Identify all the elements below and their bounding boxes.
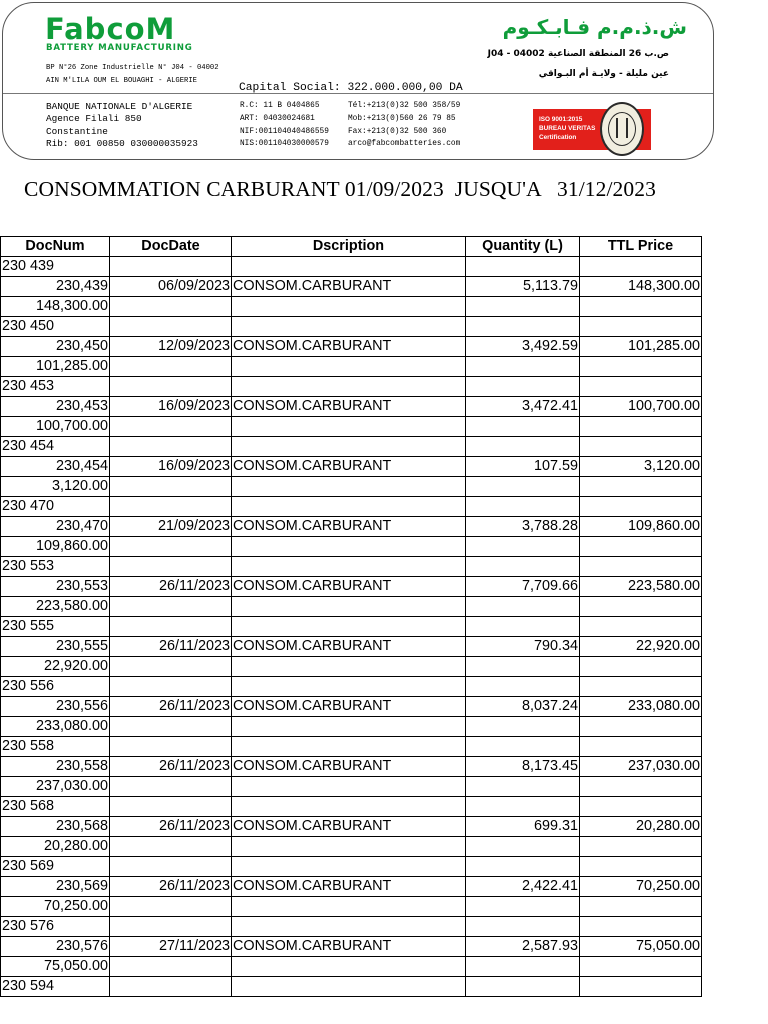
empty-cell [110, 797, 232, 817]
empty-cell [466, 777, 580, 797]
header-docdate: DocDate [110, 237, 232, 257]
doc-group-number: 230 558 [1, 737, 110, 757]
empty-cell [232, 717, 466, 737]
cell-description: CONSOM.CARBURANT [232, 817, 466, 837]
empty-cell [110, 977, 232, 997]
company-logo: FabcoM [45, 12, 176, 46]
letterhead-divider [3, 93, 713, 94]
empty-cell [232, 357, 466, 377]
doc-group-number: 230 450 [1, 317, 110, 337]
cell-docdate: 16/09/2023 [110, 397, 232, 417]
empty-cell [580, 317, 702, 337]
cell-docdate: 16/09/2023 [110, 457, 232, 477]
empty-cell [232, 797, 466, 817]
cell-docnum: 230,439 [1, 277, 110, 297]
empty-cell [580, 797, 702, 817]
table-row [1, 457, 702, 477]
table-row [1, 817, 702, 837]
doc-group-number: 230 576 [1, 917, 110, 937]
doc-group-number: 230 439 [1, 257, 110, 277]
empty-cell [580, 777, 702, 797]
empty-cell [110, 717, 232, 737]
empty-cell [580, 837, 702, 857]
empty-cell [466, 917, 580, 937]
empty-cell [466, 957, 580, 977]
empty-cell [580, 597, 702, 617]
cell-subtotal: 237,030.00 [1, 777, 110, 797]
cell-description: CONSOM.CARBURANT [232, 937, 466, 957]
bank-line: BANQUE NATIONALE D'ALGERIE [46, 101, 193, 112]
contact-line: arco@fabcombatteries.com [348, 140, 461, 149]
empty-cell [110, 557, 232, 577]
cell-subtotal: 22,920.00 [1, 657, 110, 677]
subtotal-row [1, 477, 702, 497]
empty-cell [580, 437, 702, 457]
table-row [1, 277, 702, 297]
subtotal-row [1, 297, 702, 317]
cell-description: CONSOM.CARBURANT [232, 457, 466, 477]
bank-line: Rib: 001 00850 030000035923 [46, 137, 198, 149]
registration-line: ART: 04030024681 [240, 114, 315, 123]
arabic-address-line-2: عين مليلة - ولايـة أم البـواقي [538, 69, 669, 79]
cell-docdate: 26/11/2023 [110, 877, 232, 897]
cell-description: CONSOM.CARBURANT [232, 877, 466, 897]
cell-description: CONSOM.CARBURANT [232, 397, 466, 417]
empty-cell [232, 837, 466, 857]
table-body [1, 257, 702, 997]
empty-cell [110, 357, 232, 377]
registration-info [240, 100, 329, 151]
empty-cell [232, 377, 466, 397]
empty-cell [110, 857, 232, 877]
empty-cell [580, 657, 702, 677]
cell-docdate: 26/11/2023 [110, 697, 232, 717]
cell-quantity: 790.34 [466, 637, 580, 657]
empty-cell [466, 657, 580, 677]
doc-group-row [1, 317, 702, 337]
empty-cell [466, 557, 580, 577]
doc-group-row [1, 377, 702, 397]
contact-line: Mob:+213(0)560 26 79 85 [348, 114, 456, 123]
cell-ttl-price: 100,700.00 [580, 397, 702, 417]
bureau-veritas-seal-icon [600, 102, 644, 156]
empty-cell [232, 317, 466, 337]
empty-cell [110, 737, 232, 757]
bank-info [46, 101, 198, 150]
cell-quantity: 7,709.66 [466, 577, 580, 597]
cell-subtotal: 3,120.00 [1, 477, 110, 497]
cell-docnum: 230,555 [1, 637, 110, 657]
empty-cell [466, 437, 580, 457]
address-line-2: AIN M'LILA OUM EL BOUAGHI - ALGERIE [46, 77, 197, 85]
empty-cell [232, 597, 466, 617]
cell-docnum: 230,569 [1, 877, 110, 897]
table-row [1, 577, 702, 597]
doc-group-number: 230 453 [1, 377, 110, 397]
doc-group-row [1, 437, 702, 457]
doc-group-number: 230 555 [1, 617, 110, 637]
empty-cell [580, 737, 702, 757]
empty-cell [232, 557, 466, 577]
registration-line: R.C: 11 B 0404865 [240, 102, 320, 110]
empty-cell [232, 737, 466, 757]
empty-cell [466, 297, 580, 317]
empty-cell [110, 677, 232, 697]
empty-cell [232, 537, 466, 557]
table-row [1, 397, 702, 417]
doc-group-number: 230 569 [1, 857, 110, 877]
empty-cell [580, 557, 702, 577]
empty-cell [232, 897, 466, 917]
cell-docnum: 230,453 [1, 397, 110, 417]
empty-cell [580, 617, 702, 637]
empty-cell [110, 497, 232, 517]
cell-docnum: 230,576 [1, 937, 110, 957]
cell-description: CONSOM.CARBURANT [232, 577, 466, 597]
empty-cell [580, 917, 702, 937]
address-line-1: BP N°26 Zone Industrielle N° J04 - 04002 [46, 64, 219, 72]
cell-ttl-price: 237,030.00 [580, 757, 702, 777]
iso-line: Certification [539, 134, 577, 141]
empty-cell [110, 657, 232, 677]
capital-social: Capital Social: 322.000.000,00 DA [239, 82, 463, 94]
empty-cell [466, 677, 580, 697]
empty-cell [580, 497, 702, 517]
cell-description: CONSOM.CARBURANT [232, 757, 466, 777]
empty-cell [466, 597, 580, 617]
table-row [1, 517, 702, 537]
empty-cell [232, 417, 466, 437]
iso-line: BUREAU VERITAS [539, 125, 596, 132]
cell-ttl-price: 3,120.00 [580, 457, 702, 477]
table-row [1, 757, 702, 777]
empty-cell [466, 617, 580, 637]
cell-ttl-price: 223,580.00 [580, 577, 702, 597]
empty-cell [580, 857, 702, 877]
header-quantity: Quantity (L) [466, 237, 580, 257]
empty-cell [466, 377, 580, 397]
doc-group-row [1, 557, 702, 577]
registration-line: NIS:001104030000579 [240, 140, 329, 149]
cell-quantity: 8,173.45 [466, 757, 580, 777]
doc-group-row [1, 857, 702, 877]
cell-docnum: 230,556 [1, 697, 110, 717]
cell-description: CONSOM.CARBURANT [232, 277, 466, 297]
empty-cell [110, 297, 232, 317]
empty-cell [580, 377, 702, 397]
empty-cell [232, 657, 466, 677]
cell-ttl-price: 75,050.00 [580, 937, 702, 957]
empty-cell [580, 357, 702, 377]
table-row [1, 937, 702, 957]
subtotal-row [1, 417, 702, 437]
empty-cell [580, 717, 702, 737]
empty-cell [580, 477, 702, 497]
empty-cell [466, 977, 580, 997]
cell-subtotal: 148,300.00 [1, 297, 110, 317]
fuel-consumption-table [0, 236, 702, 997]
cell-docdate: 06/09/2023 [110, 277, 232, 297]
empty-cell [466, 317, 580, 337]
table-row [1, 697, 702, 717]
empty-cell [466, 537, 580, 557]
empty-cell [110, 957, 232, 977]
cell-description: CONSOM.CARBURANT [232, 337, 466, 357]
doc-group-row [1, 797, 702, 817]
empty-cell [580, 677, 702, 697]
empty-cell [110, 437, 232, 457]
table-row [1, 877, 702, 897]
subtotal-row [1, 897, 702, 917]
cell-subtotal: 75,050.00 [1, 957, 110, 977]
subtotal-row [1, 537, 702, 557]
empty-cell [466, 857, 580, 877]
empty-cell [466, 497, 580, 517]
cell-docdate: 21/09/2023 [110, 517, 232, 537]
empty-cell [580, 957, 702, 977]
cell-docnum: 230,454 [1, 457, 110, 477]
empty-cell [580, 417, 702, 437]
cell-quantity: 699.31 [466, 817, 580, 837]
document-title: CONSOMMATION CARBURANT 01/09/2023 JUSQU'A 31/12/2023 [24, 177, 656, 201]
cell-subtotal: 223,580.00 [1, 597, 110, 617]
doc-group-row [1, 677, 702, 697]
cell-quantity: 5,113.79 [466, 277, 580, 297]
cell-quantity: 2,422.41 [466, 877, 580, 897]
doc-group-number: 230 454 [1, 437, 110, 457]
cell-subtotal: 101,285.00 [1, 357, 110, 377]
empty-cell [110, 537, 232, 557]
empty-cell [466, 357, 580, 377]
cell-subtotal: 233,080.00 [1, 717, 110, 737]
doc-group-number: 230 568 [1, 797, 110, 817]
cell-ttl-price: 20,280.00 [580, 817, 702, 837]
empty-cell [232, 617, 466, 637]
empty-cell [110, 477, 232, 497]
cell-ttl-price: 70,250.00 [580, 877, 702, 897]
contact-info [348, 100, 460, 151]
empty-cell [232, 437, 466, 457]
cell-docnum: 230,558 [1, 757, 110, 777]
subtotal-row [1, 777, 702, 797]
subtotal-row [1, 837, 702, 857]
arabic-address-line-1: ص.ب 26 المنطقة الصناعية J04 - 04002 [487, 49, 669, 59]
bank-line: Agence Filali 850 [46, 113, 142, 125]
cell-quantity: 8,037.24 [466, 697, 580, 717]
cell-subtotal: 109,860.00 [1, 537, 110, 557]
cell-docdate: 26/11/2023 [110, 817, 232, 837]
empty-cell [232, 977, 466, 997]
logo-subtitle: BATTERY MANUFACTURING [46, 43, 193, 53]
empty-cell [466, 897, 580, 917]
empty-cell [466, 477, 580, 497]
cell-quantity: 3,492.59 [466, 337, 580, 357]
cell-description: CONSOM.CARBURANT [232, 637, 466, 657]
cell-description: CONSOM.CARBURANT [232, 697, 466, 717]
header-description: Dscription [232, 237, 466, 257]
empty-cell [466, 717, 580, 737]
empty-cell [580, 897, 702, 917]
empty-cell [110, 597, 232, 617]
subtotal-row [1, 357, 702, 377]
header-ttl-price: TTL Price [580, 237, 702, 257]
empty-cell [110, 897, 232, 917]
empty-cell [232, 677, 466, 697]
cell-ttl-price: 148,300.00 [580, 277, 702, 297]
contact-line: Fax:+213(0)32 500 360 [348, 127, 447, 136]
empty-cell [466, 837, 580, 857]
doc-group-row [1, 977, 702, 997]
empty-cell [110, 257, 232, 277]
doc-group-row [1, 737, 702, 757]
empty-cell [580, 257, 702, 277]
empty-cell [232, 257, 466, 277]
doc-group-number: 230 594 [1, 977, 110, 997]
cell-docdate: 26/11/2023 [110, 637, 232, 657]
empty-cell [110, 917, 232, 937]
cell-quantity: 3,788.28 [466, 517, 580, 537]
cell-ttl-price: 101,285.00 [580, 337, 702, 357]
cell-quantity: 3,472.41 [466, 397, 580, 417]
empty-cell [232, 957, 466, 977]
empty-cell [466, 417, 580, 437]
cell-quantity: 107.59 [466, 457, 580, 477]
cell-docnum: 230,450 [1, 337, 110, 357]
cell-docdate: 27/11/2023 [110, 937, 232, 957]
cell-docnum: 230,470 [1, 517, 110, 537]
cell-ttl-price: 109,860.00 [580, 517, 702, 537]
letterhead [2, 2, 714, 160]
empty-cell [466, 797, 580, 817]
doc-group-row [1, 497, 702, 517]
subtotal-row [1, 657, 702, 677]
empty-cell [110, 617, 232, 637]
cell-docnum: 230,568 [1, 817, 110, 837]
doc-group-number: 230 553 [1, 557, 110, 577]
empty-cell [110, 417, 232, 437]
empty-cell [232, 917, 466, 937]
doc-group-row [1, 917, 702, 937]
table-header-row [1, 237, 702, 257]
empty-cell [110, 777, 232, 797]
cell-subtotal: 20,280.00 [1, 837, 110, 857]
empty-cell [232, 297, 466, 317]
subtotal-row [1, 717, 702, 737]
header-docnum: DocNum [1, 237, 110, 257]
empty-cell [232, 857, 466, 877]
contact-line: Tél:+213(0)32 500 358/59 [348, 102, 461, 110]
empty-cell [466, 257, 580, 277]
subtotal-row [1, 597, 702, 617]
doc-group-number: 230 470 [1, 497, 110, 517]
arabic-company-name: ش.ذ.م.م فـابـكـوم [502, 15, 687, 39]
registration-line: NIF:001104040486559 [240, 127, 329, 136]
cell-docdate: 12/09/2023 [110, 337, 232, 357]
cell-docnum: 230,553 [1, 577, 110, 597]
empty-cell [232, 777, 466, 797]
empty-cell [110, 317, 232, 337]
cell-description: CONSOM.CARBURANT [232, 517, 466, 537]
cell-docdate: 26/11/2023 [110, 757, 232, 777]
cell-subtotal: 100,700.00 [1, 417, 110, 437]
empty-cell [580, 977, 702, 997]
bank-line: Constantine [46, 125, 108, 137]
cell-subtotal: 70,250.00 [1, 897, 110, 917]
iso-line: ISO 9001:2015 [539, 116, 583, 123]
empty-cell [580, 297, 702, 317]
empty-cell [110, 377, 232, 397]
table-row [1, 637, 702, 657]
empty-cell [110, 837, 232, 857]
cell-ttl-price: 233,080.00 [580, 697, 702, 717]
cell-ttl-price: 22,920.00 [580, 637, 702, 657]
empty-cell [232, 497, 466, 517]
cell-docdate: 26/11/2023 [110, 577, 232, 597]
empty-cell [232, 477, 466, 497]
doc-group-row [1, 257, 702, 277]
table-row [1, 337, 702, 357]
cell-quantity: 2,587.93 [466, 937, 580, 957]
doc-group-row [1, 617, 702, 637]
subtotal-row [1, 957, 702, 977]
doc-group-number: 230 556 [1, 677, 110, 697]
empty-cell [466, 737, 580, 757]
empty-cell [580, 537, 702, 557]
